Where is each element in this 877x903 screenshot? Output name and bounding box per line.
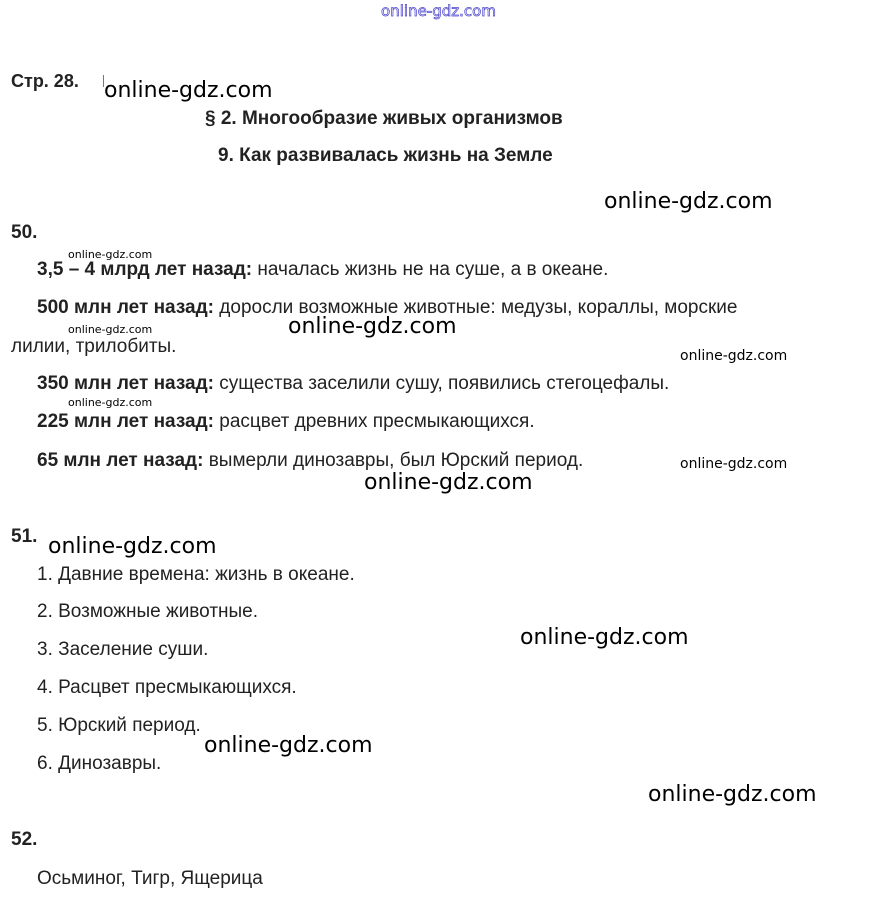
era-description: вымерли динозавры, был Юрский период. bbox=[203, 450, 584, 471]
task-51-item-3: 3. Заселение суши. bbox=[37, 639, 209, 660]
section-title: § 2. Многообразие живых организмов bbox=[205, 108, 563, 129]
task-51-item-2: 2. Возможные животные. bbox=[37, 601, 259, 622]
task-50-item-1 bbox=[37, 259, 608, 281]
task-50-item-4 bbox=[37, 411, 535, 433]
watermark: online-gdz.com bbox=[604, 189, 773, 214]
era-description: началась жизнь не на суше, а в океане. bbox=[252, 259, 609, 280]
era-term: 500 млн лет назад: bbox=[37, 297, 215, 318]
watermark: online-gdz.com bbox=[104, 78, 273, 103]
watermark: online-gdz.com bbox=[68, 248, 153, 261]
task-52-number: 52. bbox=[11, 829, 38, 850]
task-51-item-5: 5. Юрский период. bbox=[37, 715, 201, 736]
watermark: online-gdz.com bbox=[520, 625, 689, 650]
watermark: online-gdz.com bbox=[680, 348, 788, 364]
header-watermark[interactable]: online-gdz.com bbox=[381, 2, 496, 20]
task-52-answer: Осьминог, Тигр, Ящерица bbox=[37, 868, 263, 889]
era-term: 225 млн лет назад: bbox=[37, 411, 215, 432]
watermark: online-gdz.com bbox=[48, 534, 217, 559]
page-reference: Стр. 28. bbox=[11, 71, 79, 91]
task-50-item-2-continuation: лилии, трилобиты. bbox=[11, 336, 177, 357]
task-50-item-3 bbox=[37, 373, 669, 395]
watermark: online-gdz.com bbox=[680, 456, 788, 472]
task-51-item-4: 4. Расцвет пресмыкающихся. bbox=[37, 677, 297, 698]
era-term: 65 млн лет назад: bbox=[37, 450, 204, 471]
era-description: расцвет древних пресмыкающихся. bbox=[214, 411, 535, 432]
watermark: online-gdz.com bbox=[288, 314, 457, 339]
task-50-number: 50. bbox=[11, 222, 38, 243]
task-50-item-5 bbox=[37, 450, 583, 472]
watermark: online-gdz.com bbox=[648, 782, 817, 807]
era-description: доросли возможные животные: медузы, кораллы, морские bbox=[214, 297, 738, 318]
lesson-title: 9. Как развивалась жизнь на Земле bbox=[218, 145, 553, 166]
task-51-item-1: 1. Давние времена: жизнь в океане. bbox=[37, 564, 355, 585]
era-description: существа заселили сушу, появились стегоцефалы. bbox=[214, 373, 670, 394]
watermark: online-gdz.com bbox=[68, 396, 153, 409]
task-51-number: 51. bbox=[11, 526, 38, 547]
era-term: 350 млн лет назад: bbox=[37, 373, 215, 394]
watermark: online-gdz.com bbox=[68, 323, 153, 336]
task-51-item-6: 6. Динозавры. bbox=[37, 753, 162, 774]
era-term: 3,5 – 4 млрд лет назад: bbox=[37, 259, 253, 280]
watermark: online-gdz.com bbox=[364, 470, 533, 495]
watermark: online-gdz.com bbox=[204, 733, 373, 758]
